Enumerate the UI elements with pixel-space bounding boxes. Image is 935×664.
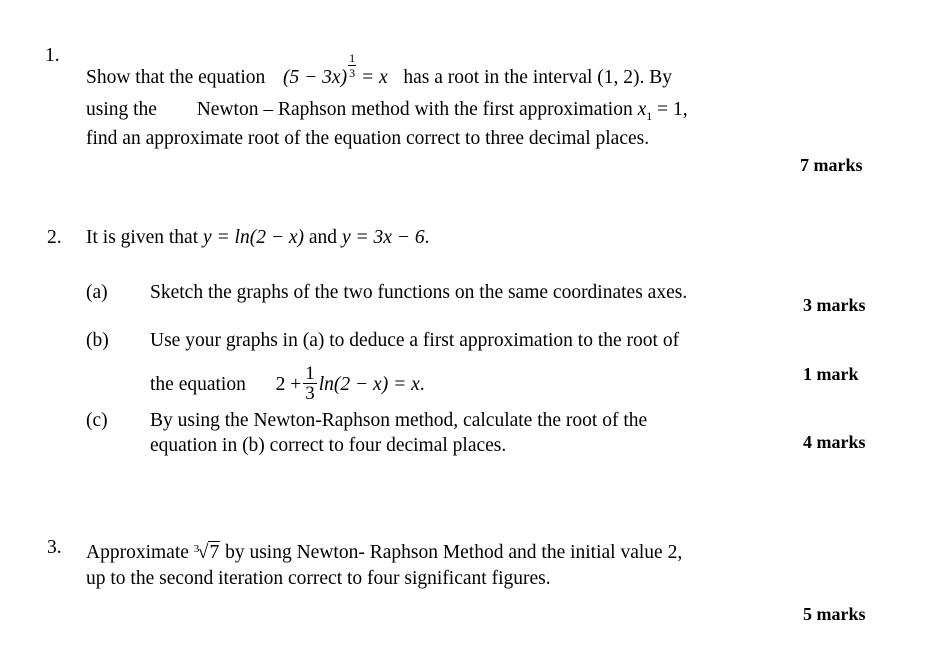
q2b-frac-num: 1 (305, 363, 315, 384)
root-index: 3 (193, 543, 200, 555)
q2b-line2-post: . (419, 373, 425, 395)
q1-line2-mid: Newton – Raphson method with the first approximation (196, 99, 633, 120)
q1-line1-post: . By (639, 67, 673, 88)
q3-line1 (86, 541, 682, 565)
radicand: 7 (209, 542, 220, 563)
q1-expr-rhs: = x (360, 67, 388, 88)
q1-x1-sub: 1 (646, 109, 653, 123)
q2a-text: Sketch the graphs of the two functions on the same coordinates axes. (150, 282, 688, 303)
q2-intro (86, 226, 429, 250)
q1-line3: find an approximate root of the equation correct to three decimal places. (86, 128, 650, 149)
q2-intro-and: and (308, 227, 338, 248)
q2b-marks: 1 mark (803, 364, 859, 384)
q3-number: 3. (47, 537, 62, 558)
q3-line1-pre: Approximate (86, 542, 189, 563)
q2b-frac-den: 3 (305, 383, 315, 404)
q2b-eq-post: ln(2 − x) = x (318, 373, 420, 395)
cube-root-expression (194, 541, 220, 565)
q3-line2: up to the second iteration correct to four significant figures. (86, 568, 551, 589)
q2-eq2: y = 3x − 6 (341, 227, 425, 248)
q1-number: 1. (45, 45, 60, 66)
q1-x1-label: x (637, 99, 647, 120)
q2c-line1: By using the Newton-Raphson method, calculate the root of the (150, 410, 648, 431)
q2b-line2-pre: the equation (150, 373, 246, 395)
q2c-label: (c) (86, 410, 108, 431)
q2c-marks: 4 marks (803, 432, 866, 452)
q2-number: 2. (47, 227, 62, 248)
q2b-line1: Use your graphs in (a) to deduce a first approximation to the root of (150, 330, 680, 351)
q1-expr-base: (5 − 3x) (283, 67, 348, 88)
q1-interval: (1, 2) (597, 67, 640, 88)
q2b-fraction (303, 364, 317, 403)
q1-line1 (86, 51, 673, 93)
q1-line2-pre: using the (86, 99, 157, 120)
q1-exponent (348, 52, 356, 79)
q1-line2 (86, 98, 688, 123)
q2c-line2: equation in (b) correct to four decimal places. (150, 435, 507, 456)
q1-line1-pre: Show that the equation (86, 67, 266, 88)
q2-intro-post: . (424, 227, 430, 248)
q1-x1-val: = 1, (657, 99, 688, 120)
q2a-label: (a) (86, 282, 108, 303)
radical-sign: √ (197, 542, 209, 563)
q1-exp-num: 1 (349, 51, 356, 65)
q3-marks: 5 marks (803, 604, 866, 624)
q1-line1-mid: has a root in the interval (403, 67, 593, 88)
q2-eq1: y = ln(2 − x) (202, 227, 305, 248)
q2a-marks: 3 marks (803, 295, 866, 315)
q2b-label: (b) (86, 330, 109, 351)
q2b-line2 (150, 363, 425, 405)
q3-line1-post: by using Newton- Raphson Method and the initial value 2, (225, 542, 683, 563)
q2-intro-pre: It is given that (86, 227, 199, 248)
q1-exp-den: 3 (349, 66, 356, 80)
q2b-eq-pre: 2 + (275, 373, 302, 395)
q1-marks: 7 marks (800, 155, 863, 175)
